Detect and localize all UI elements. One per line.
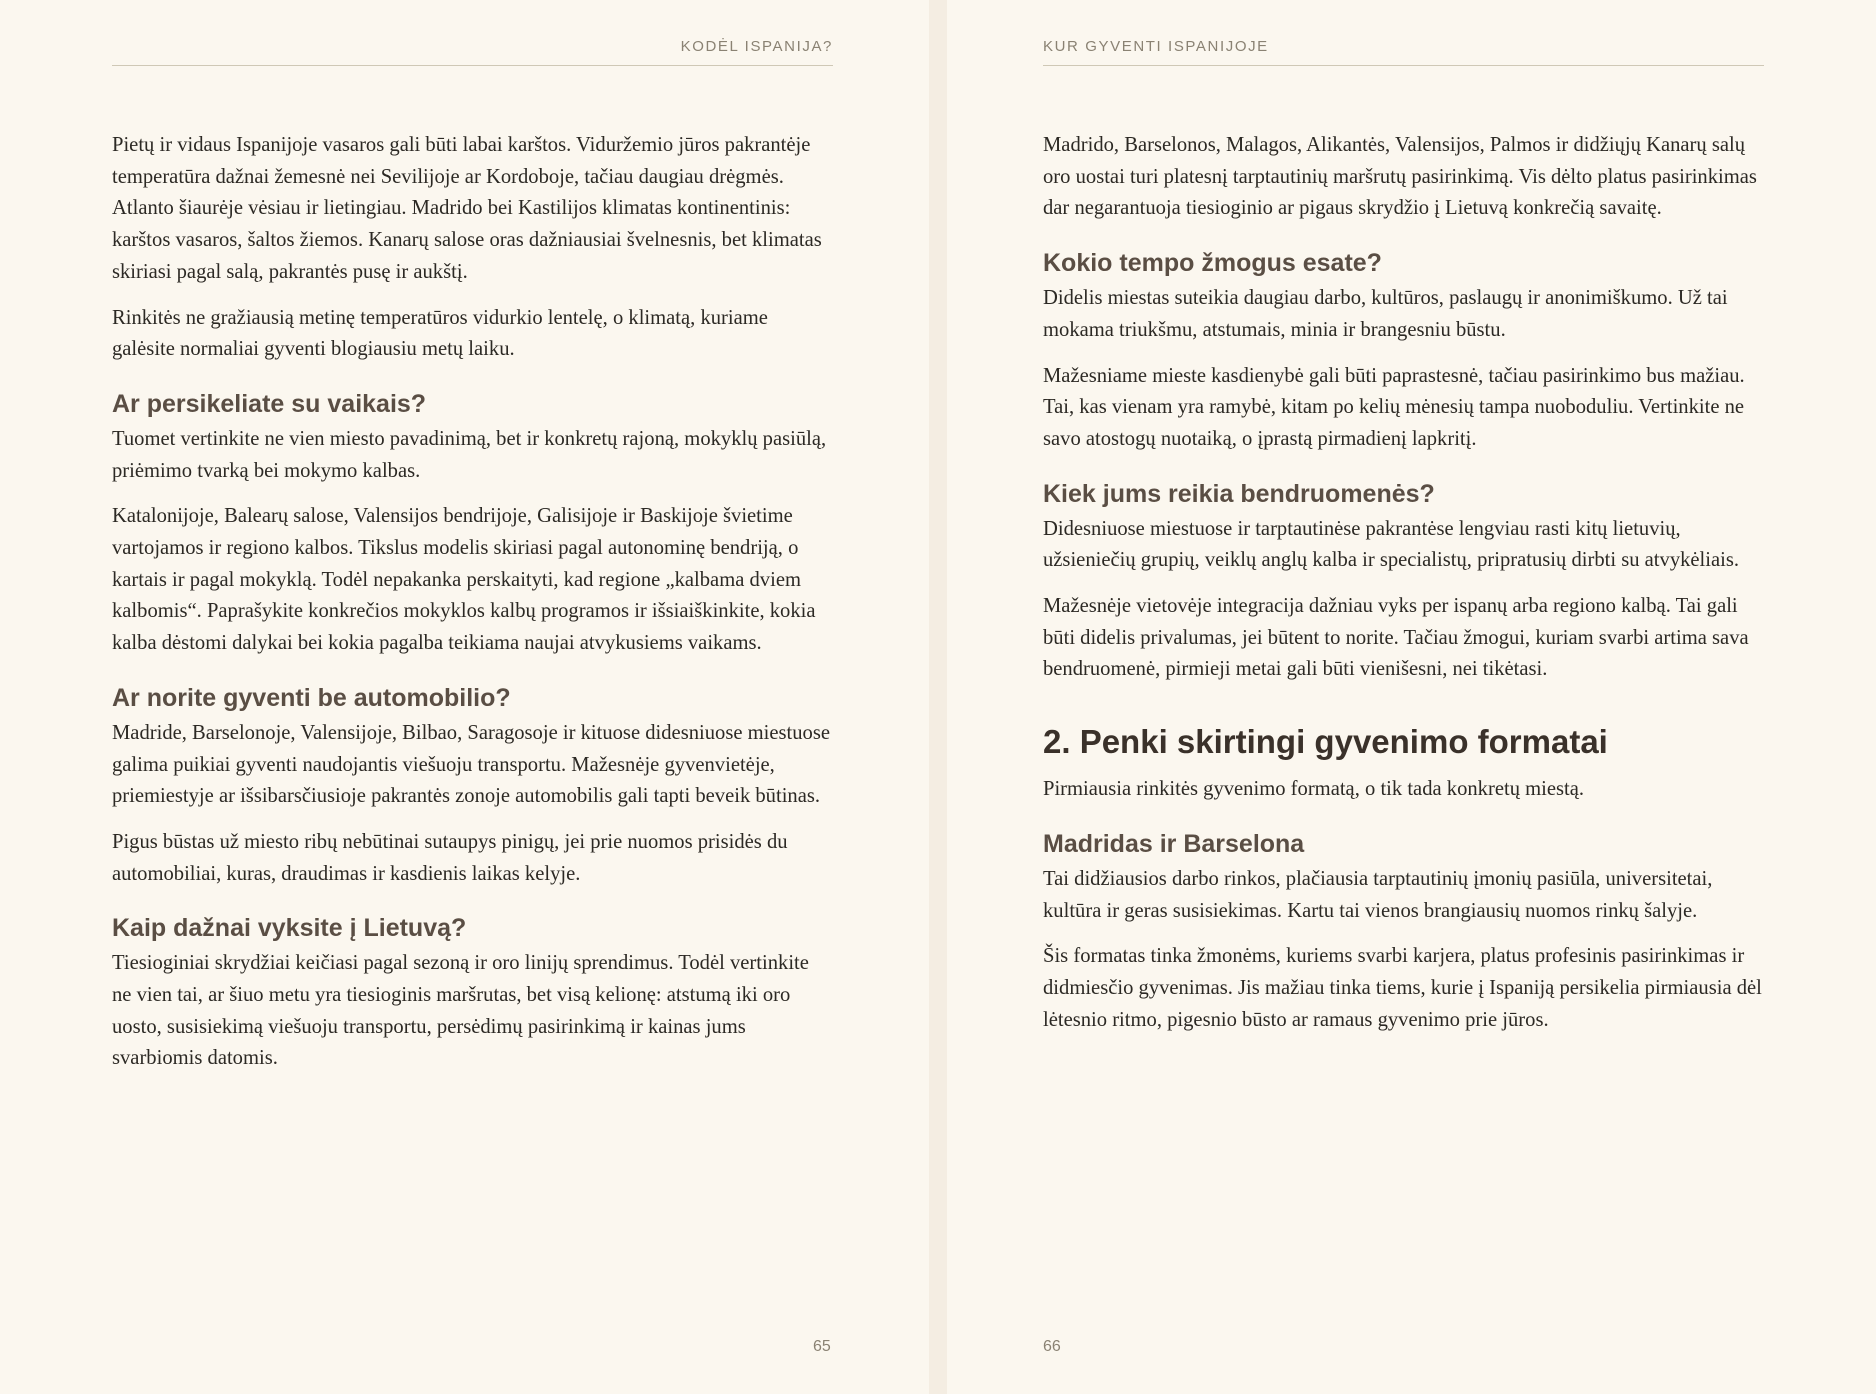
paragraph: Pirmiausia rinkitės gyvenimo formatą, o tik tada konkretų miestą. bbox=[1043, 778, 1585, 801]
section-heading: Kokio tempo žmogus esate? bbox=[1043, 249, 1382, 278]
right-page bbox=[947, 0, 1876, 1394]
page-body bbox=[112, 130, 833, 1089]
running-head: KODĖL ISPANIJA? bbox=[112, 38, 833, 66]
page-number: 66 bbox=[1043, 1338, 1061, 1355]
section-heading: Madridas ir Barselona bbox=[1043, 829, 1305, 858]
paragraph: Pigus būstas už miesto ribų nebūtinai sutaupys pinigų, jei prie nuomos prisidės du automobiliai, kuras, draudimas ir kasdienis laikas kelyje. bbox=[112, 830, 788, 885]
page-number: 65 bbox=[813, 1338, 831, 1355]
paragraph: Madrido, Barselonos, Malagos, Alikantės, Valensijos, Palmos ir didžiųjų Kanarų salų oro uostai turi platesnį tarptautinių maršrutų pasirinkimą. Vis dėlto platus pasirinkimas dar negarantuoja tiesioginio ar pigaus skrydžio į Lietuvą konkrečią savaitę. bbox=[1043, 134, 1757, 220]
paragraph: Didesniuose miestuose ir tarptautinėse pakrantėse lengviau rasti kitų lietuvių, užsieniečių grupių, veiklų anglų kalba ir specialistų, pripratusių dirbti su atvykėliais. bbox=[1043, 517, 1740, 572]
paragraph: Tai didžiausios darbo rinkos, plačiausia tarptautinių įmonių pasiūla, universitetai, kultūra ir geras susisiekimas. Kartu tai vienos brangiausių nuomos rinkų šalyje. bbox=[1043, 867, 1713, 922]
paragraph: Tuomet vertinkite ne vien miesto pavadinimą, bet ir konkretų rajoną, mokyklų pasiūlą, priėmimo tvarką bei mokymo kalbas. bbox=[112, 427, 827, 482]
paragraph: Pietų ir vidaus Ispanijoje vasaros gali būti labai karštos. Viduržemio jūros pakrantėje temperatūra dažnai žemesnė nei Sevilijoje ar Kordoboje, tačiau daugiau drėgmės. Atlanto šiaurėje vėsiau ir lietingiau. Madrido bei Kastilijos klimatas kontinentinis: karštos vasaros, šaltos žiemos. Kanarų salose oras dažniausiai švelnesnis, bet klimatas skiriasi pagal salą, pakrantės pusę ir aukštį. bbox=[112, 134, 822, 283]
paragraph: Katalonijoje, Balearų salose, Valensijos bendrijoje, Galisijoje ir Baskijoje švietime vartojamos ir regiono kalbos. Tikslus modelis skiriasi pagal autonominę bendriją, o kartais ir pagal mokyklą. Todėl nepakanka perskaityti, kad regione „kalbama dviem kalbomis“. Paprašykite konkrečios mokyklos kalbų programos ir išsiaiškinkite, kokia kalba dėstomi dalykai bei kokia pagalba teikiama naujai atvykusiems vaikams. bbox=[112, 505, 816, 655]
left-page bbox=[0, 0, 929, 1394]
paragraph: Rinkitės ne gražiausią metinę temperatūros vidurkio lentelę, o klimatą, kuriame galėsite normaliai gyventi blogiausiu metų laiku. bbox=[112, 306, 768, 361]
paragraph: Mažesniame mieste kasdienybė gali būti paprastesnė, tačiau pasirinkimo bus mažiau. Tai, kas vienam yra ramybė, kitam po kelių mėnesių tampa nuoboduliu. Vertinkite ne savo atostogų nuotaiką, o įprastą pirmadienį lapkritį. bbox=[1043, 364, 1745, 450]
running-head: KUR GYVENTI ISPANIJOJE bbox=[1043, 38, 1764, 66]
chapter-heading: 2. Penki skirtingi gyvenimo formatai bbox=[1043, 723, 1608, 761]
paragraph: Madride, Barselonoje, Valensijoje, Bilbao, Saragosoje ir kituose didesniuose miestuose galima puikiai gyventi naudojantis viešuoju transportu. Mažesnėje gyvenvietėje, priemiestyje ar išsibarsčiusioje pakrantės zonoje automobilis gali tapti beveik būtinas. bbox=[112, 721, 830, 808]
page-body bbox=[1043, 130, 1764, 1050]
section-heading: Kaip dažnai vyksite į Lietuvą? bbox=[112, 914, 467, 943]
paragraph: Mažesnėje vietovėje integracija dažniau vyks per ispanų arba regiono kalbą. Tai gali būti didelis privalumas, jei būtent to norite. Tačiau žmogui, kuriam svarbi artima sava bendruomenė, pirmieji metai gali būti vienišesni, nei tikėtasi. bbox=[1043, 595, 1749, 681]
paragraph: Šis formatas tinka žmonėms, kuriems svarbi karjera, platus profesinis pasirinkimas ir didmiesčio gyvenimas. Jis mažiau tinka tiems, kurie į Ispaniją persikelia pirmiausia dėl lėtesnio ritmo, pigesnio būsto ar ramaus gyvenimo prie jūros. bbox=[1043, 945, 1762, 1031]
paragraph: Didelis miestas suteikia daugiau darbo, kultūros, paslaugų ir anonimiškumo. Už tai mokama triukšmu, atstumais, minia ir brangesniu būstu. bbox=[1043, 287, 1728, 341]
section-heading: Kiek jums reikia bendruomenės? bbox=[1043, 479, 1435, 508]
paragraph: Tiesioginiai skrydžiai keičiasi pagal sezoną ir oro linijų sprendimus. Todėl vertinkite ne vien tai, ar šiuo metu yra tiesioginis maršrutas, bet visą kelionę: atstumą iki oro uosto, susisiekimą viešuoju transportu, persėdimų pasirinkimą ir kainas jums svarbiomis datomis. bbox=[112, 952, 809, 1070]
section-heading: Ar persikeliate su vaikais? bbox=[112, 389, 427, 418]
section-heading: Ar norite gyventi be automobilio? bbox=[112, 683, 511, 712]
